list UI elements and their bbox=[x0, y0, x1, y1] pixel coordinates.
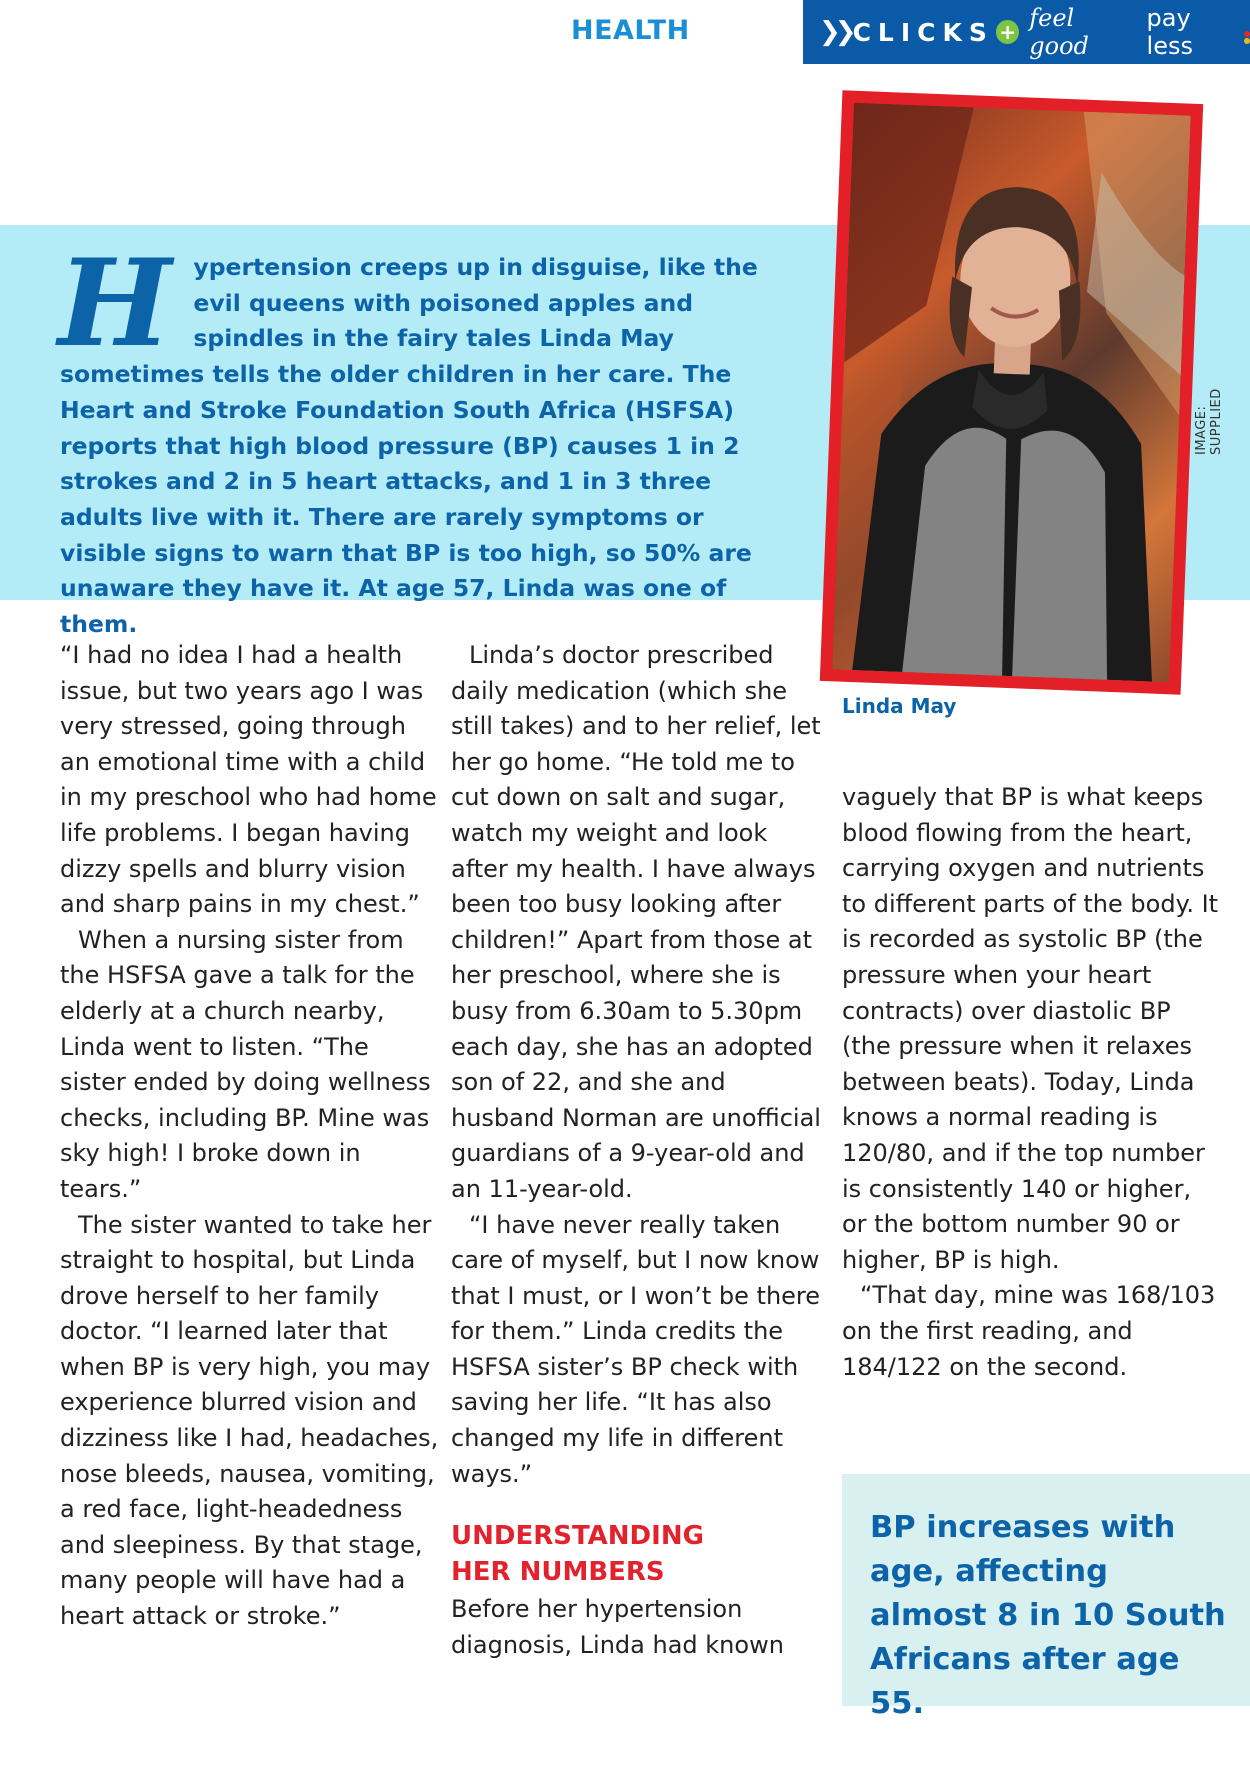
brand-chevron-icon: ❯❯ bbox=[819, 17, 851, 47]
paragraph: Before her hypertension diagnosis, Linda had known bbox=[451, 1595, 784, 1659]
photo-frame bbox=[820, 90, 1203, 694]
photo-caption: Linda May bbox=[842, 694, 957, 718]
image-credit: IMAGE: SUPPLIED bbox=[1194, 388, 1224, 455]
brand-dots-icon bbox=[1244, 31, 1250, 37]
intro-text: ypertension creeps up in disguise, like the evil queens with poisoned apples and spindles in the fairy tales Linda May sometimes tells the older children in her care. The Heart and Stroke Foundation South Africa (HSFSA) reports that high blood pressure (BP) causes 1 in 2 strokes and 2 in 5 heart attacks, and 1 in 3 three adults live with it. There are rarely symptoms or visible signs to warn that BP is too high, so 50% are unaware they have it. At age 57, Linda was one of them. bbox=[60, 253, 758, 639]
subheading bbox=[451, 1518, 831, 1590]
portrait-illustration bbox=[832, 103, 1191, 683]
brand-slogan-script: feel good bbox=[1029, 4, 1089, 60]
paragraph: “I have never really taken care of myself, but I now know that I must, or I won’t be there for them.” Linda credits the HSFSA sister’s BP check with saving her life. “It has also changed my life in different ways.” bbox=[451, 1210, 821, 1488]
paragraph: The sister wanted to take her straight to hospital, but Linda drove herself to her family doctor. “I learned later that when BP is very high, you may experience blurred vision and dizziness like I had, headaches, nose bleeds, nausea, vomiting, a red face, light-headedness and sleepiness. By that stage, many people will have had a heart attack or stroke.” bbox=[60, 1210, 439, 1631]
article-column-3 bbox=[842, 780, 1222, 1385]
brand-banner bbox=[803, 0, 1250, 64]
brand-name: CLICKS bbox=[852, 17, 994, 47]
paragraph: “I had no idea I had a health issue, but two years ago I was very stressed, going through an emotional time with a child in my preschool who had home life problems. I began having dizzy spells and blurry vision and sharp pains in my chest.” bbox=[60, 641, 437, 919]
paragraph: vaguely that BP is what keeps blood flowing from the heart, carrying oxygen and nutrients to different parts of the body. It is recorded as systolic BP (the pressure when your heart contracts) over diastolic BP (the pressure when it relaxes between beats). Today, Linda knows a normal reading is 120/80, and if the top number is consistently 140 or higher, or the bottom number 90 or higher, BP is high. bbox=[842, 783, 1219, 1274]
article-column-1 bbox=[60, 638, 440, 1635]
subheading-line: HER NUMBERS bbox=[451, 1557, 665, 1588]
article-column-2 bbox=[451, 638, 831, 1663]
portrait-photo bbox=[832, 103, 1191, 683]
brand-slogan: pay less bbox=[1146, 4, 1193, 60]
pull-quote: BP increases with age, affecting almost 8 in 10 South Africans after age 55. bbox=[842, 1474, 1250, 1706]
drop-cap: H bbox=[58, 233, 172, 374]
paragraph: When a nursing sister from the HSFSA gave a talk for the elderly at a church nearby, Linda went to listen. “The sister ended by doing wellness checks, including BP. Mine was sky high! I broke down in tears.” bbox=[60, 925, 431, 1203]
subheading-line: UNDERSTANDING bbox=[451, 1521, 704, 1552]
plus-cross-icon: + bbox=[996, 20, 1019, 44]
intro-paragraph bbox=[58, 233, 798, 643]
section-label: HEALTH bbox=[571, 15, 690, 46]
paragraph: Linda’s doctor prescribed daily medication (which she still takes) and to her relief, let her go home. “He told me to cut down on salt and sugar, watch my weight and look after my health. I have always been too busy looking after children!” Apart from those at her preschool, where she is busy from 6.30am to 5.30pm each day, she has an adopted son of 22, and she and husband Norman are unofficial guardians of a 9-year-old and an 11-year-old. bbox=[451, 641, 821, 1203]
paragraph: “That day, mine was 168/103 on the first reading, and 184/122 on the second. bbox=[842, 1281, 1216, 1381]
